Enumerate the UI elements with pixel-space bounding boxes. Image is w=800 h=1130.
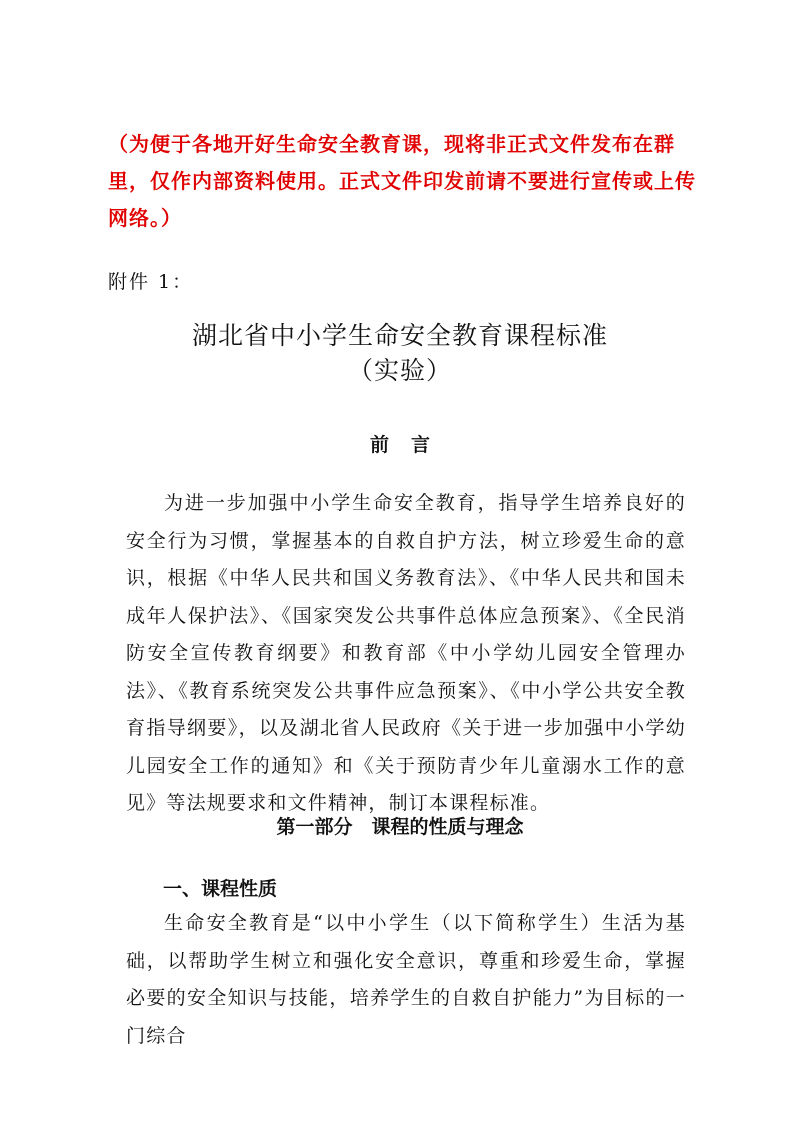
section-heading-course-nature: 一、课程性质 — [163, 878, 278, 900]
document-main-title: 湖北省中小学生命安全教育课程标准 — [191, 321, 608, 350]
document-title — [0, 318, 800, 388]
attachment-label: 附件 1： — [108, 271, 194, 293]
document-subtitle: （实验） — [347, 356, 452, 385]
preface-paragraph: 为进一步加强中小学生命安全教育，指导学生培养良好的安全行为习惯，掌握基本的自救自护方法，树立珍爱生命的意识，根据《中华人民共和国义务教育法》、《中华人民共和国未成年人保护法》、《国家突发公共事件总体应急预案》、《全民消防安全宣传教育纲要》和教育部《中小学幼儿园安全管理办法》、《教育系统突发公共事件应急预案》、《中小学公共安全教育指导纲要》，以及湖北省人民政府《关于进一步加强中小学幼儿园安全工作的通知》和《关于预防青少年儿童溺水工作的意见》等法规要求和文件精神，制订本课程标准。 — [126, 492, 686, 814]
part-one-heading: 第一部分 课程的性质与理念 — [276, 816, 524, 838]
course-nature-paragraph: 生命安全教育是“以中小学生（以下简称学生）生活为基础，以帮助学生树立和强化安全意识，尊重和珍爱生命，掌握必要的安全知识与技能，培养学生的自救自护能力”为目标的一门综合 — [126, 912, 686, 1047]
preface-heading: 前言 — [369, 434, 452, 456]
internal-use-notice: （为便于各地开好生命安全教育课，现将非正式文件发布在群里，仅作内部资料使用。正式文件印发前请不要进行宣传或上传网络。） — [108, 132, 696, 230]
